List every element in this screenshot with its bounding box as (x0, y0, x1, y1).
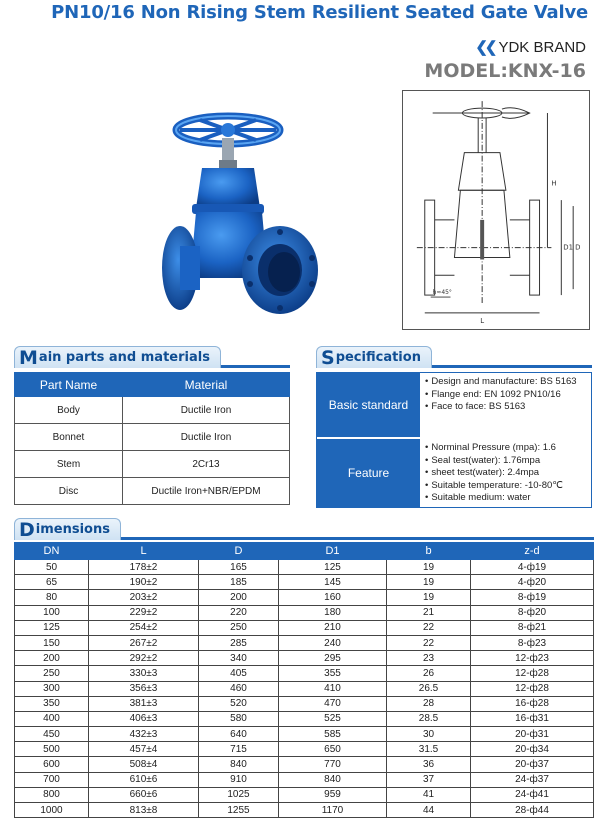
dims-col-b: b (387, 543, 471, 560)
dims-cell-z-d: 20-ф31 (471, 727, 594, 742)
list-item: • Norminal Pressure (mpa): 1.6 (425, 442, 587, 455)
table-row (15, 727, 594, 742)
dims-col-l: L (89, 543, 199, 560)
spec-basic-list (420, 373, 591, 437)
dims-cell-dn: 700 (15, 772, 89, 787)
dims-cell-b: 19 (387, 590, 471, 605)
spec-feature-list (420, 439, 591, 507)
part-material: 2Cr13 (123, 451, 290, 478)
dims-cell-z-d: 16-ф28 (471, 696, 594, 711)
spec-row-feature (317, 439, 591, 507)
parts-col-name: Part Name (15, 373, 123, 397)
dims-cell-l: 432±3 (89, 727, 199, 742)
dims-cell-z-d: 20-ф34 (471, 742, 594, 757)
dims-cell-dn: 200 (15, 651, 89, 666)
spec-heading-initial: S (321, 346, 335, 369)
dims-cell-dn: 150 (15, 635, 89, 650)
dims-cell-dn: 250 (15, 666, 89, 681)
dims-cell-d: 185 (199, 575, 279, 590)
table-row (15, 635, 594, 650)
dims-cell-b: 41 (387, 787, 471, 802)
dims-cell-b: 36 (387, 757, 471, 772)
table-row (15, 711, 594, 726)
dims-cell-b: 19 (387, 560, 471, 575)
dims-cell-l: 254±2 (89, 620, 199, 635)
table-row (15, 424, 290, 451)
dims-cell-d1: 525 (279, 711, 387, 726)
dims-cell-z-d: 8-ф23 (471, 635, 594, 650)
dims-cell-d: 285 (199, 635, 279, 650)
parts-table (14, 372, 290, 505)
list-item: • Suitable medium: water (425, 492, 587, 505)
drawing-label-d1: D1 (563, 243, 573, 252)
dims-cell-dn: 1000 (15, 803, 89, 818)
dims-cell-b: 30 (387, 727, 471, 742)
part-name: Stem (15, 451, 123, 478)
table-row (15, 560, 594, 575)
dims-cell-d: 715 (199, 742, 279, 757)
dims-cell-d1: 770 (279, 757, 387, 772)
list-item: • Face to face: BS 5163 (425, 401, 587, 414)
table-row (15, 575, 594, 590)
spec-panel (316, 372, 592, 508)
dims-cell-d1: 470 (279, 696, 387, 711)
dims-cell-d: 200 (199, 590, 279, 605)
table-row (15, 605, 594, 620)
brand-text: YDK BRAND (498, 38, 586, 56)
table-row (15, 772, 594, 787)
dims-cell-z-d: 8-ф21 (471, 620, 594, 635)
part-material: Ductile Iron (123, 424, 290, 451)
dims-cell-z-d: 8-ф19 (471, 590, 594, 605)
dims-cell-d1: 959 (279, 787, 387, 802)
dims-cell-dn: 450 (15, 727, 89, 742)
dims-cell-d1: 125 (279, 560, 387, 575)
dims-cell-d1: 1170 (279, 803, 387, 818)
dims-cell-l: 203±2 (89, 590, 199, 605)
part-material: Ductile Iron (123, 397, 290, 424)
dims-cell-d: 220 (199, 605, 279, 620)
dims-cell-l: 229±2 (89, 605, 199, 620)
dims-cell-z-d: 24-ф37 (471, 772, 594, 787)
list-item: • Suitable temperature: -10-80℃ (425, 480, 587, 493)
part-name: Disc (15, 478, 123, 505)
dims-cell-z-d: 12-ф28 (471, 666, 594, 681)
dims-cell-b: 44 (387, 803, 471, 818)
dims-cell-l: 457±4 (89, 742, 199, 757)
table-row (15, 620, 594, 635)
drawing-label-d: D (575, 243, 581, 252)
dims-cell-dn: 125 (15, 620, 89, 635)
dims-cell-b: 26.5 (387, 681, 471, 696)
table-row (15, 590, 594, 605)
dims-cell-l: 356±3 (89, 681, 199, 696)
list-item: • Seal test(water): 1.76mpa (425, 455, 587, 468)
dims-cell-d1: 240 (279, 635, 387, 650)
table-row (15, 696, 594, 711)
dims-cell-d: 1255 (199, 803, 279, 818)
parts-heading (14, 346, 290, 368)
parts-col-material: Material (123, 373, 290, 397)
dims-heading (14, 518, 594, 540)
dimensions-table (14, 542, 594, 818)
technical-drawing (402, 90, 590, 330)
dims-cell-z-d: 28-ф44 (471, 803, 594, 818)
dims-cell-d1: 840 (279, 772, 387, 787)
dims-cell-dn: 400 (15, 711, 89, 726)
dims-heading-initial: D (19, 518, 35, 541)
page-title: PN10/16 Non Rising Stem Resilient Seated Gate Valve (51, 2, 588, 23)
dims-cell-d1: 160 (279, 590, 387, 605)
drawing-label-h0: h≈45° (432, 289, 452, 297)
dims-cell-d: 520 (199, 696, 279, 711)
dims-cell-d: 460 (199, 681, 279, 696)
dims-cell-b: 31.5 (387, 742, 471, 757)
table-row (15, 397, 290, 424)
brand-label (475, 38, 586, 56)
dims-cell-z-d: 12-ф28 (471, 681, 594, 696)
dims-cell-dn: 50 (15, 560, 89, 575)
dims-cell-l: 406±3 (89, 711, 199, 726)
spec-row-basic (317, 373, 591, 439)
dims-col-zd: z-d (471, 543, 594, 560)
dims-cell-b: 22 (387, 620, 471, 635)
dims-cell-dn: 100 (15, 605, 89, 620)
dims-heading-text: imensions (35, 522, 110, 537)
dims-cell-d1: 585 (279, 727, 387, 742)
part-name: Body (15, 397, 123, 424)
table-row (15, 681, 594, 696)
dims-cell-d1: 180 (279, 605, 387, 620)
dims-cell-d1: 410 (279, 681, 387, 696)
dims-cell-b: 22 (387, 635, 471, 650)
dims-col-dn: DN (15, 543, 89, 560)
dims-cell-l: 610±6 (89, 772, 199, 787)
dims-cell-b: 28.5 (387, 711, 471, 726)
dims-cell-d: 910 (199, 772, 279, 787)
dims-cell-l: 660±6 (89, 787, 199, 802)
valve-photo (140, 108, 330, 318)
dims-cell-dn: 65 (15, 575, 89, 590)
parts-heading-initial: M (19, 346, 38, 369)
dims-cell-l: 267±2 (89, 635, 199, 650)
spec-basic-label: Basic standard (317, 373, 420, 437)
table-row (15, 803, 594, 818)
dims-cell-d: 580 (199, 711, 279, 726)
dims-cell-l: 292±2 (89, 651, 199, 666)
dims-cell-z-d: 20-ф37 (471, 757, 594, 772)
dims-cell-l: 190±2 (89, 575, 199, 590)
dims-cell-z-d: 4-ф19 (471, 560, 594, 575)
drawing-label-l: L (480, 316, 485, 325)
dims-cell-d: 640 (199, 727, 279, 742)
dims-cell-b: 21 (387, 605, 471, 620)
table-row (15, 478, 290, 505)
dims-cell-d1: 650 (279, 742, 387, 757)
dims-cell-b: 23 (387, 651, 471, 666)
dims-cell-b: 26 (387, 666, 471, 681)
double-chevron-icon: ❮❮ (475, 39, 495, 56)
dims-cell-l: 330±3 (89, 666, 199, 681)
list-item: • Design and manufacture: BS 5163 (425, 376, 587, 389)
dims-cell-d1: 210 (279, 620, 387, 635)
dims-cell-d: 405 (199, 666, 279, 681)
spec-heading (316, 346, 592, 368)
dims-cell-b: 28 (387, 696, 471, 711)
table-row (15, 451, 290, 478)
dims-cell-z-d: 4-ф20 (471, 575, 594, 590)
dims-cell-b: 37 (387, 772, 471, 787)
dims-cell-l: 178±2 (89, 560, 199, 575)
spec-heading-text: pecification (335, 350, 421, 365)
dims-cell-dn: 80 (15, 590, 89, 605)
dims-col-d1: D1 (279, 543, 387, 560)
dims-col-d: D (199, 543, 279, 560)
dims-cell-l: 508±4 (89, 757, 199, 772)
spec-feature-label: Feature (317, 439, 420, 507)
dims-cell-dn: 500 (15, 742, 89, 757)
drawing-label-h: H (551, 179, 557, 188)
dims-cell-d: 340 (199, 651, 279, 666)
dims-cell-dn: 600 (15, 757, 89, 772)
table-row (15, 787, 594, 802)
dims-cell-l: 813±8 (89, 803, 199, 818)
dims-cell-d1: 355 (279, 666, 387, 681)
table-row (15, 757, 594, 772)
dims-cell-dn: 800 (15, 787, 89, 802)
table-row (15, 742, 594, 757)
dims-cell-z-d: 8-ф20 (471, 605, 594, 620)
parts-heading-text: ain parts and materials (38, 350, 210, 365)
dims-cell-b: 19 (387, 575, 471, 590)
list-item: • sheet test(water): 2.4mpa (425, 467, 587, 480)
dims-cell-z-d: 12-ф23 (471, 651, 594, 666)
dims-cell-z-d: 16-ф31 (471, 711, 594, 726)
dims-cell-z-d: 24-ф41 (471, 787, 594, 802)
dims-cell-d: 840 (199, 757, 279, 772)
dims-cell-d: 165 (199, 560, 279, 575)
dims-cell-d1: 145 (279, 575, 387, 590)
table-row (15, 651, 594, 666)
part-name: Bonnet (15, 424, 123, 451)
table-row (15, 666, 594, 681)
model-label: MODEL:KNX-16 (424, 60, 586, 82)
list-item: • Flange end: EN 1092 PN10/16 (425, 389, 587, 402)
dims-cell-d1: 295 (279, 651, 387, 666)
dims-cell-dn: 350 (15, 696, 89, 711)
dims-cell-dn: 300 (15, 681, 89, 696)
dims-cell-d: 1025 (199, 787, 279, 802)
part-material: Ductile Iron+NBR/EPDM (123, 478, 290, 505)
dims-cell-d: 250 (199, 620, 279, 635)
dims-cell-l: 381±3 (89, 696, 199, 711)
